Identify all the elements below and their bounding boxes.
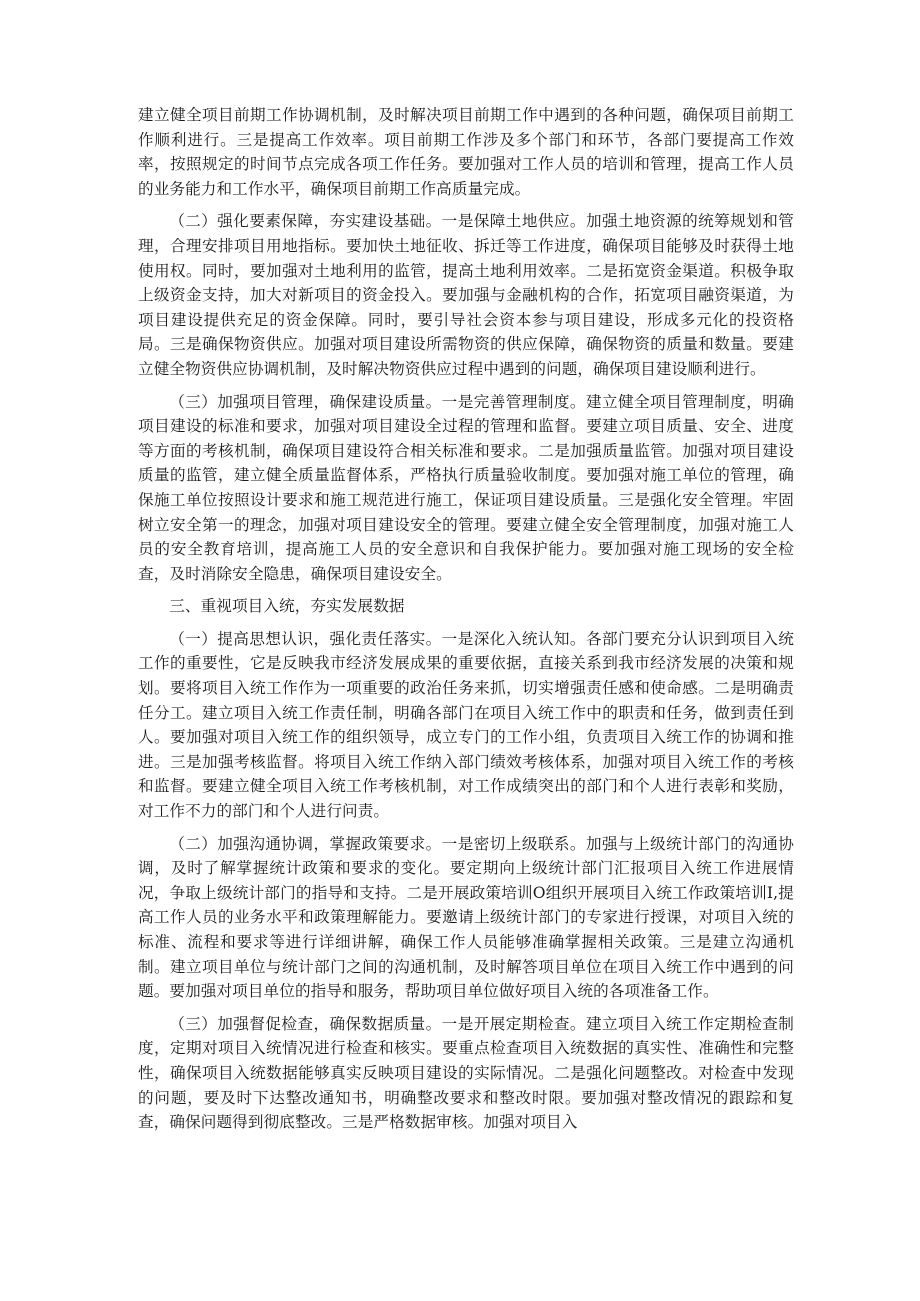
paragraph-continuation: 建立健全项目前期工作协调机制，及时解决项目前期工作中遇到的各种问题，确保项目前期工作顺利进行。三是提高工作效率。项目前期工作涉及多个部门和环节，各部门要提高工作效率，按照规定的时间节点完成各项工作任务。要加强对工作人员的培训和管理，提高工作人员的业务能力和工作水平，确保项目前期工作高质量完成。 [138, 106, 794, 198]
paragraph-project-management: （三）加强项目管理，确保建设质量。一是完善管理制度。建立健全项目管理制度，明确项目建设的标准和要求，加强对项目建设全过程的管理和监督。要建立项目质量、安全、进度等方面的考核机制，确保项目建设符合相关标准和要求。二是加强质量监管。加强对项目建设质量的监管，建立健全质量监督体系，严格执行质量验收制度。要加强对施工单位的管理，确保施工单位按照设计要求和施工规范进行施工，保证项目建设质量。三是强化安全管理。牢固树立安全第一的理念，加强对项目建设安全的管理。要建立健全安全管理制度，加强对施工人员的安全教育培训，提高施工人员的安全意识和自我保护能力。要加强对施工现场的安全检查，及时消除安全隐患，确保项目建设安全。 [138, 392, 794, 583]
paragraph-awareness: （一）提高思想认识，强化责任落实。一是深化入统认知。各部门要充分认识到项目入统工作的重要性，它是反映我市经济发展成果的重要依据，直接关系到我市经济发展的决策和规划。要将项目入统工作作为一项重要的政治任务来抓，切实增强责任感和使命感。二是明确责任分工。建立项目入统工作责任制，明确各部门在项目入统工作中的职责和任务，做到责任到人。要加强对项目入统工作的组织领导，成立专门的工作小组，负责项目入统工作的协调和推进。三是加强考核监督。将项目入统工作纳入部门绩效考核体系，加强对项目入统工作的考核和监督。要建立健全项目入统工作考核机制，对工作成绩突出的部门和个人进行表彰和奖励，对工作不力的部门和个人进行问责。 [138, 629, 794, 821]
paragraph-inspection: （三）加强督促检查，确保数据质量。一是开展定期检查。建立项目入统工作定期检查制度，定期对项目入统情况进行检查和核实。要重点检查项目入统数据的真实性、准确性和完整性，确保项目入统数据能够真实反映项目建设的实际情况。二是强化问题整改。对检查中发现的问题，要及时下达整改通知书，明确整改要求和整改时限。要加强对整改情况的跟踪和复查，确保问题得到彻底整改。三是严格数据审核。加强对项目入 [138, 1014, 794, 1132]
section-heading-statistics: 三、重视项目入统，夯实发展数据 [169, 597, 405, 616]
document-page [138, 103, 794, 1143]
paragraph-communication: （二）加强沟通协调，掌握政策要求。一是密切上级联系。加强与上级统计部门的沟通协调，及时了解掌握统计政策和要求的变化。要定期向上级统计部门汇报项目入统工作进展情况，争取上级统计部门的指导和支持。二是开展政策培训O组织开展项目入统工作政策培训I,提高工作人员的业务水平和政策理解能力。要邀请上级统计部门的专家进行授课，对项目入统的标准、流程和要求等进行详细讲解，确保工作人员能够准确掌握相关政策。三是建立沟通机制。建立项目单位与统计部门之间的沟通机制，及时解答项目单位在项目入统工作中遇到的问题。要加强对项目单位的指导和服务，帮助项目单位做好项目入统的各项准备工作。 [138, 834, 794, 1001]
paragraph-factor-guarantee: （二）强化要素保障，夯实建设基础。一是保障土地供应。加强土地资源的统筹规划和管理，合理安排项目用地指标。要加快土地征收、拆迁等工作进度，确保项目能够及时获得土地使用权。同时，要加强对土地利用的监管，提高土地利用效率。二是拓宽资金渠道。积极争取上级资金支持，加大对新项目的资金投入。要加强与金融机构的合作，拓宽项目融资渠道，为项目建设提供充足的资金保障。同时，要引导社会资本参与项目建设，形成多元化的投资格局。三是确保物资供应。加强对项目建设所需物资的供应保障，确保物资的质量和数量。要建立健全物资供应协调机制，及时解决物资供应过程中遇到的问题，确保项目建设顺利进行。 [138, 212, 794, 378]
